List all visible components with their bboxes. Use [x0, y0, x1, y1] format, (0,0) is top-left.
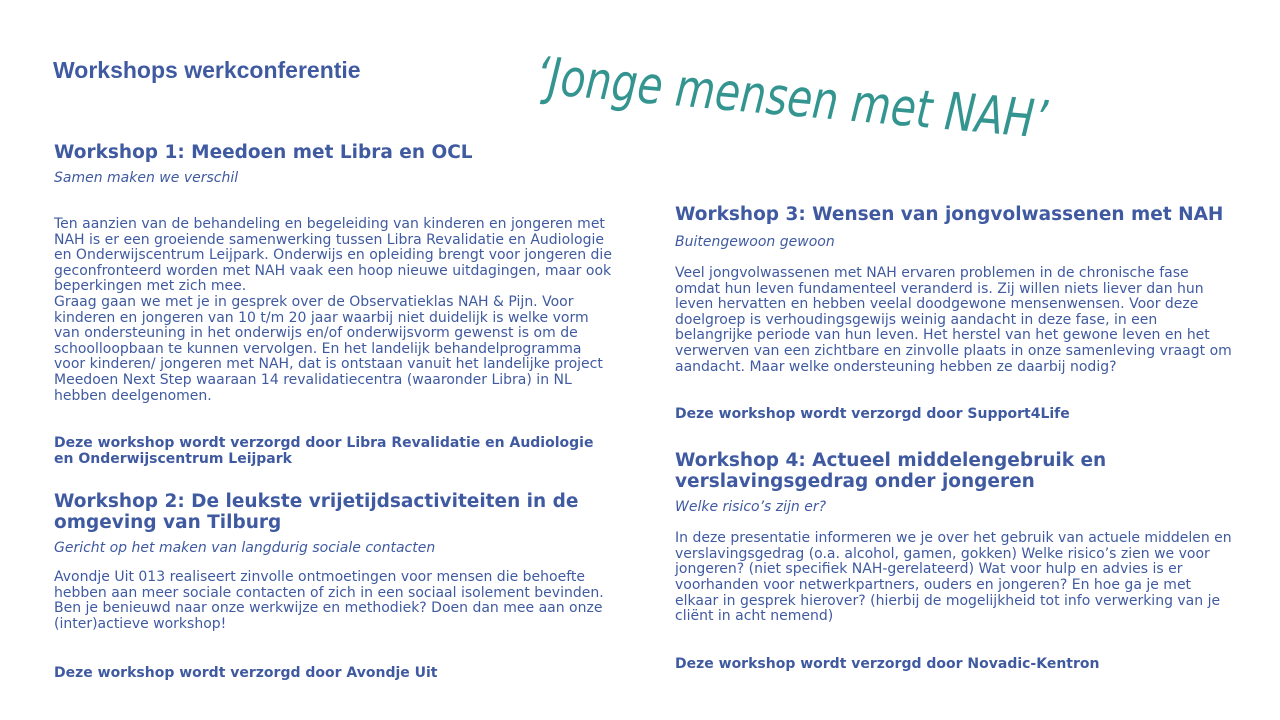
workshop-description: Ten aanzien van de behandeling en begeleiding van kinderen en jongeren met NAH is er een groeiende samenwerking tussen Libra Revalidatie en Audiologie en Onderwijscentrum Leijpark. Onderwijs en opleiding brengt voor jongeren die geconfronteerd worden met NAH vaak een hoop nieuwe uitdagingen, maar ook beperkingen met zich mee. Graag gaan we met je in gesprek over de Observatieklas NAH & Pijn. Voor kinderen en jongeren van 10 t/m 20 jaar waarbij niet duidelijk is welke vorm van ondersteuning in het onderwijs en/of onderwijsvorm gewenst is om de schoolloopbaan te kunnen vervolgen. En het landelijk behandelprogramma voor kinderen/ jongeren met NAH, dat is ontstaan vanuit het landelijke project Meedoen Next Step waaraan 14 revalidatiecentra (waaronder Libra) in NL hebben deelgenomen.	[54, 216, 612, 404]
workshop-credit: Deze workshop wordt verzorgd door Support4Life	[675, 406, 1070, 423]
logo-text: ‘Jonge mensen met NAH’	[533, 46, 1050, 152]
workshop-3	[675, 204, 1235, 422]
workshop-description: In deze presentatie informeren we je over het gebruik van actuele middelen en verslavingsgedrag (o.a. alcohol, gamen, gokken) Welke risico’s zien we voor jongeren? (niet specifiek NAH-gerelateerd) Wat voor hulp en advies is er voorhanden voor netwerkpartners, ouders en jongeren? En hoe ga je met elkaar in gesprek hierover? (hierbij de mogelijkheid tot info verwerking van je cliënt in acht nemend)	[675, 530, 1232, 625]
workshop-subtitle: Gericht op het maken van langdurig sociale contacten	[54, 540, 436, 557]
workshop-2	[54, 491, 614, 680]
workshop-credit: Deze workshop wordt verzorgd door Avondje Uit	[54, 664, 438, 681]
workshop-title: Workshop 2: De leukste vrijetijdsactiviteiten in de omgeving van Tilburg	[54, 491, 579, 534]
workshop-description: Veel jongvolwassenen met NAH ervaren problemen in de chronische fase omdat hun leven fundamenteel veranderd is. Zij willen niets liever dan hun leven hervatten en hebben veelal doodgewone mensenwensen. Voor deze doelgroep is verhoudingsgewijs weinig aandacht in deze fase, in een belangrijke periode van hun leven. Het herstel van het gewone leven en het verwerven van een zichtbare en zinvolle plaats in onze samenleving vraagt om aandacht. Maar welke ondersteuning hebben ze daarbij nodig?	[675, 265, 1232, 375]
workshop-subtitle: Welke risico’s zijn er?	[675, 499, 827, 516]
workshop-credit: Deze workshop wordt verzorgd door Novadic-Kentron	[675, 655, 1100, 672]
left-column	[54, 142, 614, 681]
workshop-subtitle: Samen maken we verschil	[54, 170, 239, 186]
workshop-1	[54, 142, 614, 467]
right-column	[675, 204, 1235, 672]
workshop-title: Workshop 3: Wensen van jongvolwassenen met NAH	[675, 204, 1224, 225]
workshop-credit: Deze workshop wordt verzorgd door Libra Revalidatie en Audiologie en Onderwijscentrum Leijpark	[54, 435, 594, 468]
page-title: Workshops werkconferentie	[53, 57, 361, 83]
workshop-title: Workshop 4: Actueel middelengebruik en verslavingsgedrag onder jongeren	[675, 450, 1107, 493]
workshop-subtitle: Buitengewoon gewoon	[675, 234, 835, 250]
workshop-4	[675, 450, 1235, 672]
workshop-description: Avondje Uit 013 realiseert zinvolle ontmoetingen voor mensen die behoefte hebben aan meer sociale contacten of zich in een sociaal isolement bevinden. Ben je benieuwd naar onze werkwijze en methodiek? Doen dan mee aan onze (inter)actieve workshop!	[54, 569, 604, 632]
workshop-title: Workshop 1: Meedoen met Libra en OCL	[54, 142, 473, 163]
